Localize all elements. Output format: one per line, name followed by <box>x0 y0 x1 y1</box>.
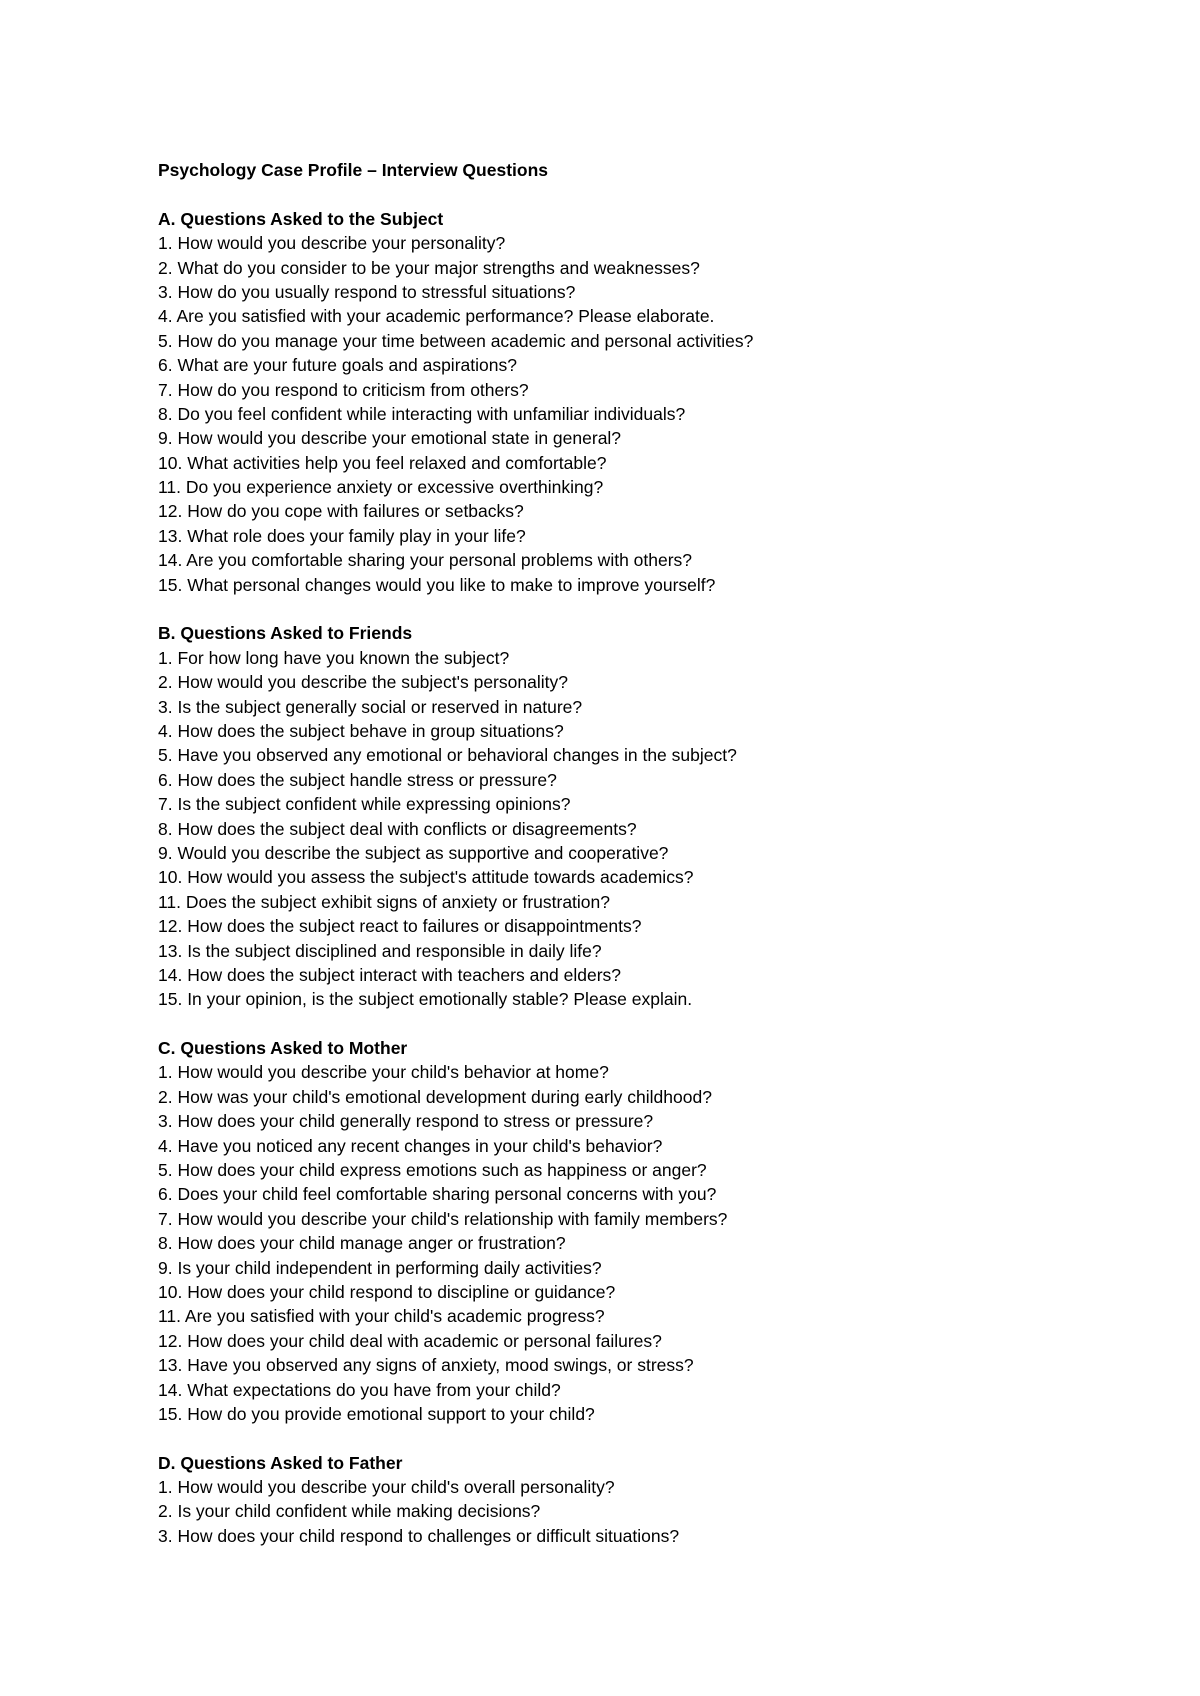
question-item: 14. Are you comfortable sharing your personal problems with others? <box>158 550 693 571</box>
question-item: 14. How does the subject interact with teachers and elders? <box>158 964 622 985</box>
question-item: 8. How does the subject deal with conflicts or disagreements? <box>158 818 637 839</box>
question-item: 10. How would you assess the subject's attitude towards academics? <box>158 867 694 888</box>
question-item: 2. What do you consider to be your major strengths and weaknesses? <box>158 257 700 278</box>
question-item: 9. How would you describe your emotional state in general? <box>158 428 622 449</box>
question-item: 3. Is the subject generally social or reserved in nature? <box>158 696 583 717</box>
question-item: 3. How do you usually respond to stressful situations? <box>158 281 576 302</box>
section-friends <box>158 621 1138 1011</box>
question-item: 13. Is the subject disciplined and responsible in daily life? <box>158 940 602 961</box>
question-item: 8. Do you feel confident while interacting with unfamiliar individuals? <box>158 403 686 424</box>
question-item: 2. How was your child's emotional development during early childhood? <box>158 1086 712 1107</box>
question-item: 4. How does the subject behave in group situations? <box>158 720 564 741</box>
question-item: 12. How does your child deal with academic or personal failures? <box>158 1330 662 1351</box>
question-item: 4. Have you noticed any recent changes in your child's behavior? <box>158 1135 663 1156</box>
question-item: 2. Is your child confident while making decisions? <box>158 1501 541 1522</box>
section-heading: C. Questions Asked to Mother <box>158 1038 408 1059</box>
question-item: 7. How do you respond to criticism from others? <box>158 379 529 400</box>
question-item: 11. Are you satisfied with your child's academic progress? <box>158 1306 605 1327</box>
question-item: 13. Have you observed any signs of anxiety, mood swings, or stress? <box>158 1355 694 1376</box>
question-item: 9. Would you describe the subject as supportive and cooperative? <box>158 842 669 863</box>
question-item: 8. How does your child manage anger or frustration? <box>158 1233 566 1254</box>
section-heading: B. Questions Asked to Friends <box>158 623 413 644</box>
question-item: 1. How would you describe your personality? <box>158 233 506 254</box>
question-item: 7. How would you describe your child's relationship with family members? <box>158 1208 728 1229</box>
spacer <box>158 1426 1138 1450</box>
question-item: 6. What are your future goals and aspirations? <box>158 355 517 376</box>
question-item: 3. How does your child generally respond to stress or pressure? <box>158 1111 654 1132</box>
question-item: 1. For how long have you known the subject? <box>158 647 510 668</box>
section-heading: A. Questions Asked to the Subject <box>158 208 444 229</box>
question-item: 6. How does the subject handle stress or pressure? <box>158 769 557 790</box>
question-item: 5. How does your child express emotions such as happiness or anger? <box>158 1160 707 1181</box>
question-item: 14. What expectations do you have from your child? <box>158 1379 561 1400</box>
section-mother <box>158 1036 1138 1426</box>
question-item: 12. How do you cope with failures or setbacks? <box>158 501 524 522</box>
question-item: 6. Does your child feel comfortable sharing personal concerns with you? <box>158 1184 717 1205</box>
question-item: 5. How do you manage your time between academic and personal activities? <box>158 330 754 351</box>
question-item: 13. What role does your family play in your life? <box>158 525 526 546</box>
question-item: 1. How would you describe your child's overall personality? <box>158 1477 615 1498</box>
spacer <box>158 1012 1138 1036</box>
question-item: 10. How does your child respond to discipline or guidance? <box>158 1281 616 1302</box>
spacer <box>158 182 1138 206</box>
document-title: Psychology Case Profile – Interview Questions <box>158 160 548 180</box>
question-item: 9. Is your child independent in performing daily activities? <box>158 1257 602 1278</box>
question-item: 7. Is the subject confident while expressing opinions? <box>158 794 571 815</box>
question-item: 10. What activities help you feel relaxed and comfortable? <box>158 452 607 473</box>
question-item: 1. How would you describe your child's behavior at home? <box>158 1062 609 1083</box>
question-item: 15. In your opinion, is the subject emotionally stable? Please explain. <box>158 989 693 1010</box>
section-heading: D. Questions Asked to Father <box>158 1452 403 1473</box>
question-item: 15. What personal changes would you like to make to improve yourself? <box>158 574 716 595</box>
section-father <box>158 1451 1138 1549</box>
section-subject <box>158 207 1138 597</box>
question-item: 3. How does your child respond to challenges or difficult situations? <box>158 1525 680 1546</box>
document-content <box>158 158 1138 1548</box>
question-item: 12. How does the subject react to failures or disappointments? <box>158 916 642 937</box>
question-item: 11. Do you experience anxiety or excessive overthinking? <box>158 477 604 498</box>
question-item: 2. How would you describe the subject's personality? <box>158 672 568 693</box>
question-item: 15. How do you provide emotional support to your child? <box>158 1403 595 1424</box>
spacer <box>158 597 1138 621</box>
question-item: 4. Are you satisfied with your academic performance? Please elaborate. <box>158 306 715 327</box>
question-item: 5. Have you observed any emotional or behavioral changes in the subject? <box>158 745 737 766</box>
question-item: 11. Does the subject exhibit signs of anxiety or frustration? <box>158 891 611 912</box>
